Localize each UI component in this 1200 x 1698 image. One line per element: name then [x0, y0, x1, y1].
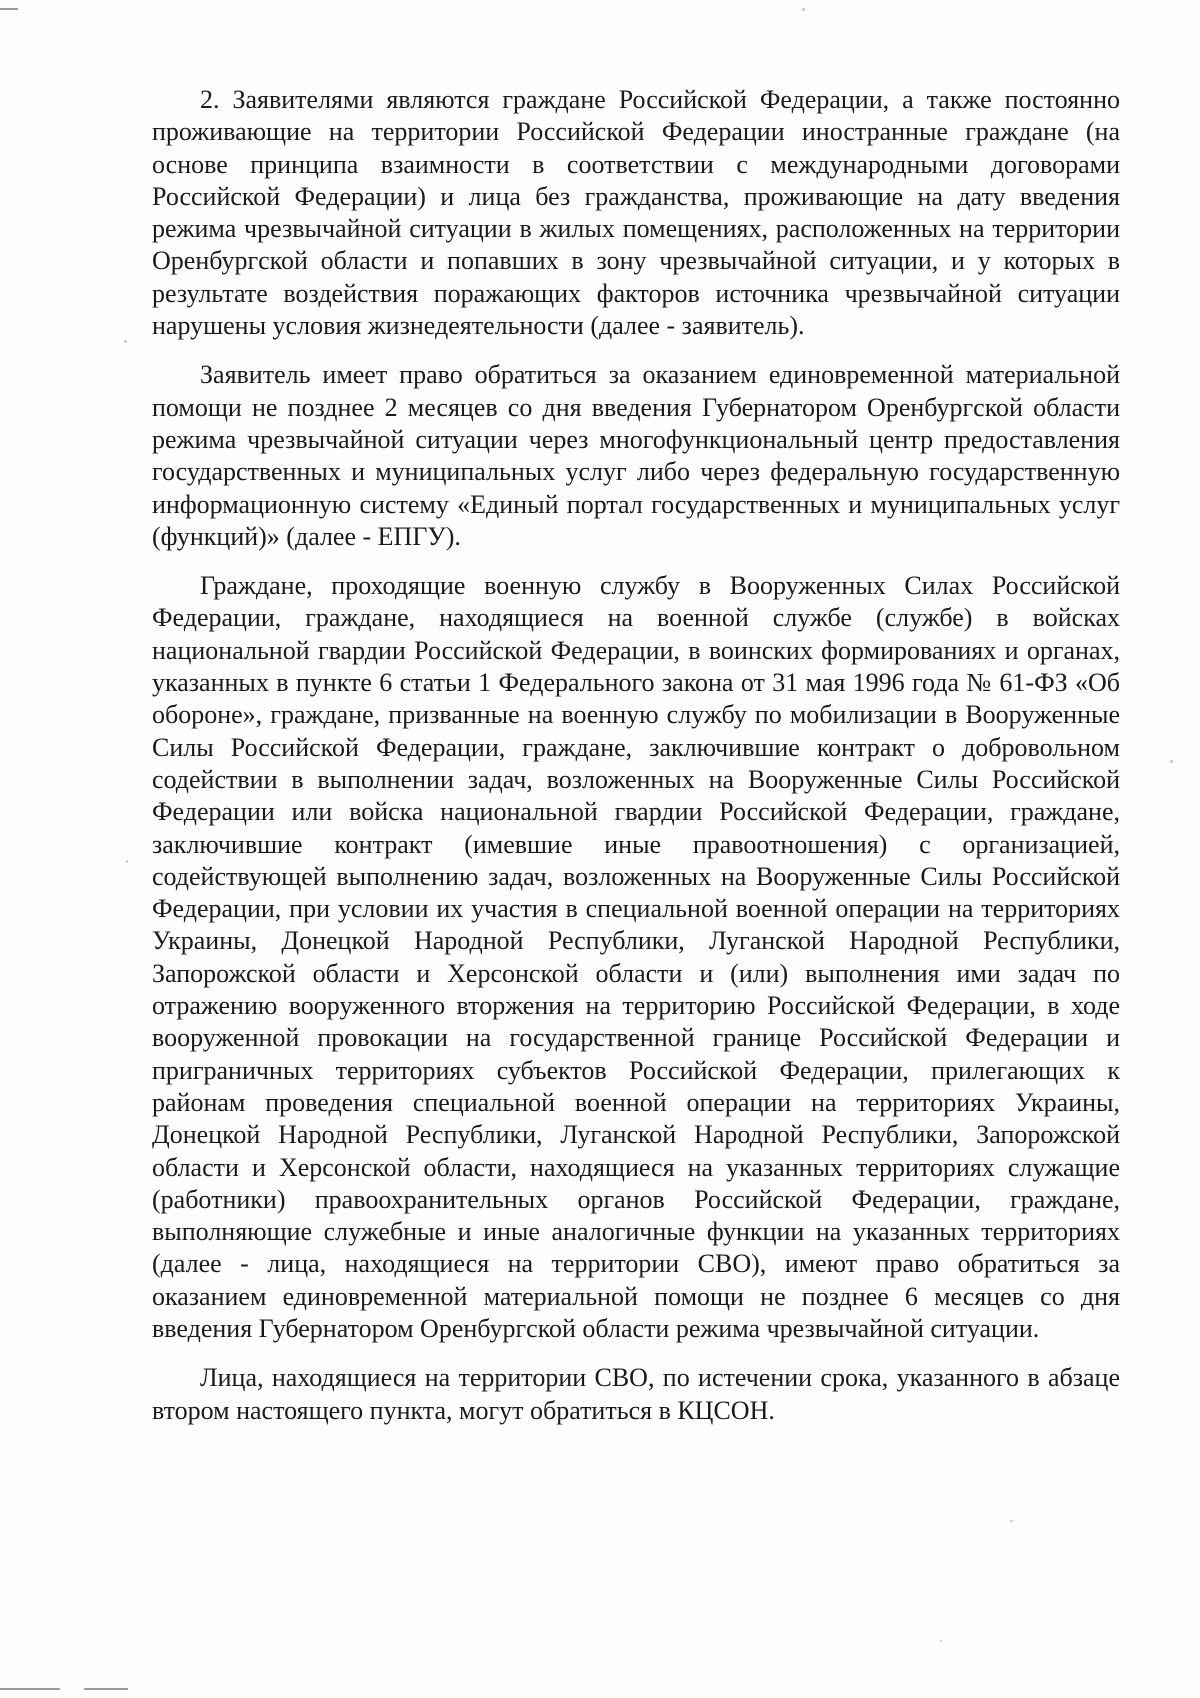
scan-speck	[802, 8, 805, 11]
paragraph-svo-participants: Граждане, проходящие военную службу в Вооруженных Силах Российской Федерации, граждане, находящиеся на военной службе (службе) в войсках национальной гвардии Российской Федерации, в воинских формированиях и органах, указанных в пункте 6 статьи 1 Федерального закона от 31 мая 1996 года № 61-ФЗ «Об обороне», граждане, призванные на военную службу по мобилизации в Вооруженные Силы Российской Федерации, граждане, заключившие контракт о добровольном содействии в выполнении задач, возложенных на Вооруженные Силы Российской Федерации или войска национальной гвардии Российской Федерации, граждане, заключившие контракт (имевшие иные правоотношения) с организацией, содействующей выполнению задач, возложенных на Вооруженные Силы Российской Федерации, при условии их участия в специальной военной операции на территориях Украины, Донецкой Народной Республики, Луганской Народной Республики, Запорожской области и Херсонской области и (или) выполнения ими задач по отражению вооруженного вторжения на территорию Российской Федерации, в ходе вооруженной провокации на государственной границе Российской Федерации и приграничных территориях субъектов Российской Федерации, прилегающих к районам проведения специальной военной операции на территориях Украины, Донецкой Народной Республики, Луганской Народной Республики, Запорожской области и Херсонской области, находящиеся на указанных территориях служащие (работники) правоохранительных органов Российской Федерации, граждане, выполняющие служебные и иные аналогичные функции на указанных территориях (далее - лица, находящиеся на территории СВО), имеют право обратиться за оказанием единовременной материальной помощи не позднее 6 месяцев со дня введения Губернатором Оренбургской области режима чрезвычайной ситуации.	[152, 571, 1120, 1343]
paragraph-application-deadline: Заявитель имеет право обратиться за оказанием единовременной материальной помощи не позднее 2 месяцев со дня введения Губернатором Оренбургской области режима чрезвычайной ситуации через многофункциональный центр предоставления государственных и муниципальных услуг либо через федеральную государственную информационную систему «Единый портал государственных и муниципальных услуг (функций)» (далее - ЕПГУ).	[152, 360, 1120, 551]
scan-edge-mark	[0, 1688, 60, 1690]
document-body	[152, 84, 1120, 1444]
scan-speck	[126, 860, 128, 863]
scan-edge-mark	[84, 1688, 128, 1690]
scan-edge-mark	[0, 8, 18, 10]
paragraph-applicants: 2. Заявителями являются граждане Российской Федерации, а также постоянно проживающие на территории Российской Федерации иностранные граждане (на основе принципа взаимности в соответствии с международными договорами Российской Федерации) и лица без гражданства, проживающие на дату введения режима чрезвычайной ситуации в жилых помещениях, расположенных на территории Оренбургской области и попавших в зону чрезвычайной ситуации, и у которых в результате воздействия поражающих факторов источника чрезвычайной ситуации нарушены условия жизнедеятельности (далее - заявитель).	[152, 85, 1120, 341]
paragraph-kcson: Лица, находящиеся на территории СВО, по истечении срока, указанного в абзаце втором настоящего пункта, могут обратиться в КЦСОН.	[152, 1363, 1120, 1425]
scan-speck	[940, 1640, 942, 1642]
scan-speck	[1010, 1520, 1013, 1522]
scan-speck	[1170, 760, 1173, 763]
scan-speck	[124, 340, 127, 343]
